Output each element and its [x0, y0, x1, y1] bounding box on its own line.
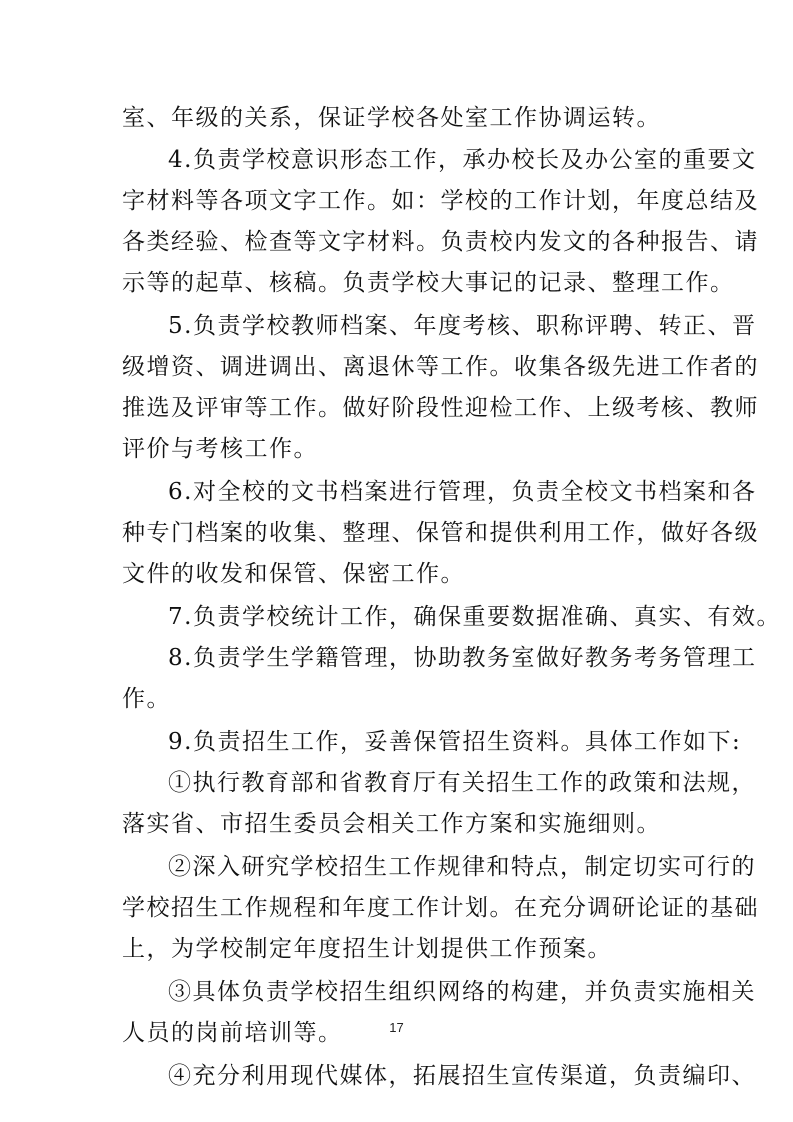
text-line: 落实省、市招生委员会相关工作方案和实施细则。 [122, 811, 661, 837]
text-line: 学校招生工作规程和年度工作计划。在充分调研论证的基础 [122, 895, 759, 921]
text-line: 8.负责学生学籍管理，协助教务室做好教务考务管理工 [168, 645, 757, 671]
text-line: 作。 [122, 686, 171, 712]
text-line: 7.负责学校统计工作，确保重要数据准确、真实、有效。 [168, 604, 781, 630]
text-line: 5.负责学校教师档案、年度考核、职称评聘、转正、晋 [168, 313, 757, 339]
text-line: 上，为学校制定年度招生计划提供工作预案。 [122, 936, 612, 962]
text-line: 室、年级的关系，保证学校各处室工作协调运转。 [122, 105, 661, 131]
text-line: 级增资、调进调出、离退休等工作。收集各级先进工作者的 [122, 354, 759, 380]
text-line: 种专门档案的收集、整理、保管和提供利用工作，做好各级 [122, 520, 759, 546]
text-line: ①执行教育部和省教育厅有关招生工作的政策和法规， [168, 770, 756, 796]
page-number: 17 [389, 1020, 404, 1035]
text-line: 6.对全校的文书档案进行管理，负责全校文书档案和各 [168, 479, 757, 505]
text-line: ②深入研究学校招生工作规律和特点，制定切实可行的 [168, 854, 756, 880]
text-line: 评价与考核工作。 [122, 436, 318, 462]
text-line: 9.负责招生工作，妥善保管招生资料。具体工作如下: [168, 729, 742, 755]
text-line: 文件的收发和保管、保密工作。 [122, 561, 465, 587]
text-line: 人员的岗前培训等。 [122, 1020, 343, 1046]
text-line: ③具体负责学校招生组织网络的构建，并负责实施相关 [168, 979, 756, 1005]
text-line: 4.负责学校意识形态工作，承办校长及办公室的重要文 [168, 147, 757, 173]
text-line: ④充分利用现代媒体，拓展招生宣传渠道，负责编印、 [168, 1063, 756, 1089]
text-line: 推选及评审等工作。做好阶段性迎检工作、上级考核、教师 [122, 395, 759, 421]
text-line: 示等的起草、核稿。负责学校大事记的记录、整理工作。 [122, 270, 735, 296]
text-line: 各类经验、检查等文字材料。负责校内发文的各种报告、请 [122, 229, 759, 255]
text-line: 字材料等各项文字工作。如：学校的工作计划，年度总结及 [122, 188, 759, 214]
